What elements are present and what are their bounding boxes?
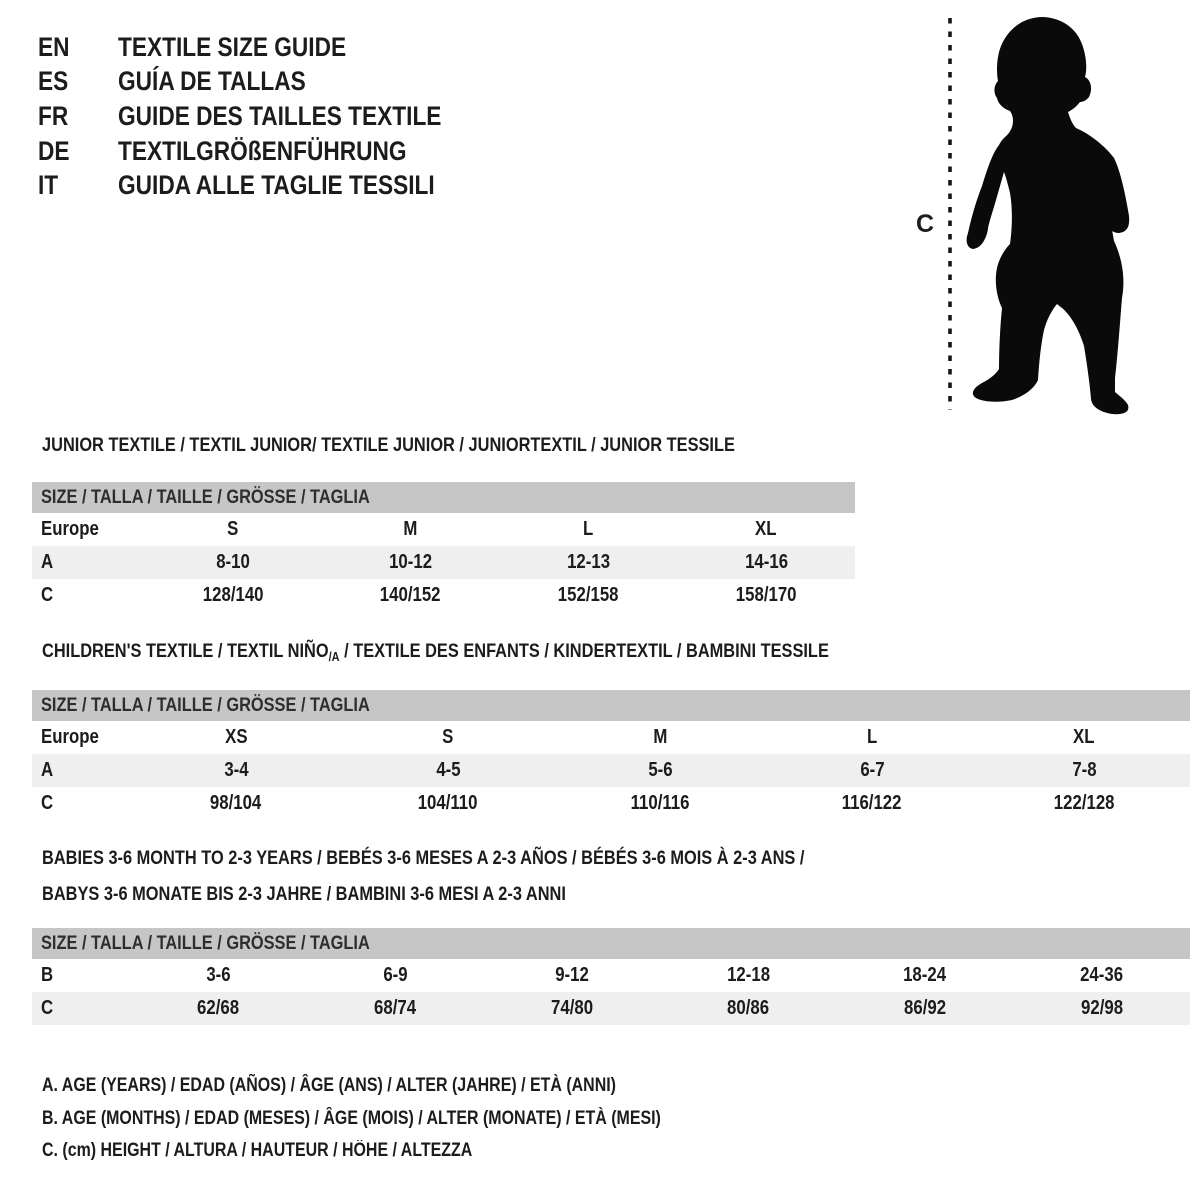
table-cell: 4-5 [435,759,461,781]
table-cell: 98/104 [210,792,262,814]
language-label: GUÍA DE TALLAS [118,66,306,97]
title-subscript: /A [328,649,340,664]
table-cell: 14-16 [744,551,788,573]
language-row [38,134,503,169]
table-cell: 18-24 [903,964,947,986]
table-cell: A [41,551,54,573]
children-size-table [32,690,1190,820]
table-cell: 24-36 [1080,964,1124,986]
table-cell: Europe [41,726,99,748]
language-code: FR [38,100,69,131]
junior-size-table [32,482,855,612]
table-row [32,513,855,546]
measure-label-c: C [916,210,935,238]
table-cell: L [583,518,594,540]
table-cell: 5-6 [647,759,673,781]
table-cell: 110/116 [630,792,690,814]
table-cell: 12-18 [726,964,770,986]
language-row [38,30,503,65]
language-title-block [38,30,503,203]
table-cell: 80/86 [727,997,770,1019]
table-cell: C [41,584,54,606]
language-label: TEXTILGRÖßENFÜHRUNG [118,135,407,166]
table-cell: S [442,726,454,748]
table-cell: XL [1073,726,1095,748]
legend-line-b: B. AGE (MONTHS) / EDAD (MESES) / ÂGE (MOIS) / ALTER (MONATE) / ETÀ (MESI) [42,1107,661,1129]
table-row [32,721,1190,754]
table-cell: C [41,792,54,814]
table-row [32,546,855,579]
language-row [38,65,503,100]
legend-line-a: A. AGE (YEARS) / EDAD (AÑOS) / ÂGE (ANS) / ALTER (JAHRE) / ETÀ (ANNI) [42,1075,616,1097]
table-cell: 62/68 [197,997,240,1019]
table-cell: 128/140 [202,584,264,606]
table-cell: 6-9 [382,964,408,986]
table-cell: 3-4 [223,759,249,781]
table-cell: 68/74 [373,997,417,1019]
table-row [32,959,1190,992]
size-header-bar: SIZE / TALLA / TAILLE / GRÖSSE / TAGLIA [32,690,1190,721]
section-title-children: CHILDREN'S TEXTILE / TEXTIL $NIÑO_{/A}$ / TEXTILE DES ENFANTS / KINDERTEXTIL / BAMBINI TESSILE [42,640,829,664]
table-row [32,787,1190,820]
language-label: TEXTILE SIZE GUIDE [118,31,347,62]
language-code: DE [38,135,70,166]
baby-silhouette [967,17,1130,414]
table-cell: 104/110 [418,792,478,814]
section-title-junior: JUNIOR TEXTILE / TEXTIL JUNIOR/ TEXTILE JUNIOR / JUNIORTEXTIL / JUNIOR TESSILE [42,434,735,456]
section-title-babies: BABIES 3-6 MONTH TO 2-3 YEARS / BEBÉS 3-6 MESES A 2-3 AÑOS / BÉBÉS 3-6 MOIS À 2-3 ANS / BABYS 3-6 MONATE BIS 2-3 JAHRE / BAMBINI 3-6 MESI A 2-3 ANNI [42,847,805,905]
table-cell: S [227,518,239,540]
table-cell: 12-13 [566,551,610,573]
table-cell: 8-10 [216,551,250,573]
language-code: ES [38,66,69,97]
table-cell: XS [224,726,248,748]
table-cell: 9-12 [554,964,589,986]
table-cell: C [41,997,54,1019]
language-label: GUIDA ALLE TAGLIE TESSILI [118,170,435,201]
size-header-bar: SIZE / TALLA / TAILLE / GRÖSSE / TAGLIA [32,482,855,513]
babies-size-table [32,928,1190,1025]
table-cell: M [652,726,667,748]
baby-silhouette-svg [900,0,1160,430]
language-label: GUIDE DES TAILLES TEXTILE [118,100,442,131]
table-cell: 140/152 [380,584,441,606]
table-cell: 152/158 [558,584,619,606]
table-cell: 3-6 [206,964,231,986]
table-cell: 6-7 [859,759,885,781]
table-cell: 92/98 [1080,997,1123,1019]
table-cell: 10-12 [389,551,433,573]
table-cell: M [403,518,418,540]
table-cell: 122/128 [1053,792,1115,814]
language-row [38,168,503,203]
language-code: IT [38,170,59,201]
legend-line-c: C. (cm) HEIGHT / ALTURA / HAUTEUR / HÖHE / ALTEZZA [42,1140,473,1162]
table-row [32,754,1190,787]
table-cell: 116/122 [842,792,902,814]
table-cell: Europe [41,518,99,540]
table-cell: 158/170 [735,584,797,606]
table-cell: 74/80 [550,997,593,1019]
table-cell: L [866,726,878,748]
table-row [32,579,855,612]
table-cell: B [41,964,54,986]
table-cell: XL [755,518,777,540]
size-header-bar: SIZE / TALLA / TAILLE / GRÖSSE / TAGLIA [32,928,1190,959]
table-cell: 86/92 [903,997,947,1019]
measurement-legend [42,1070,779,1168]
language-row [38,99,503,134]
table-cell: 7-8 [1071,759,1097,781]
table-cell: A [41,759,54,781]
language-code: EN [38,31,70,62]
size-figure [900,0,1160,430]
table-row [32,992,1190,1025]
